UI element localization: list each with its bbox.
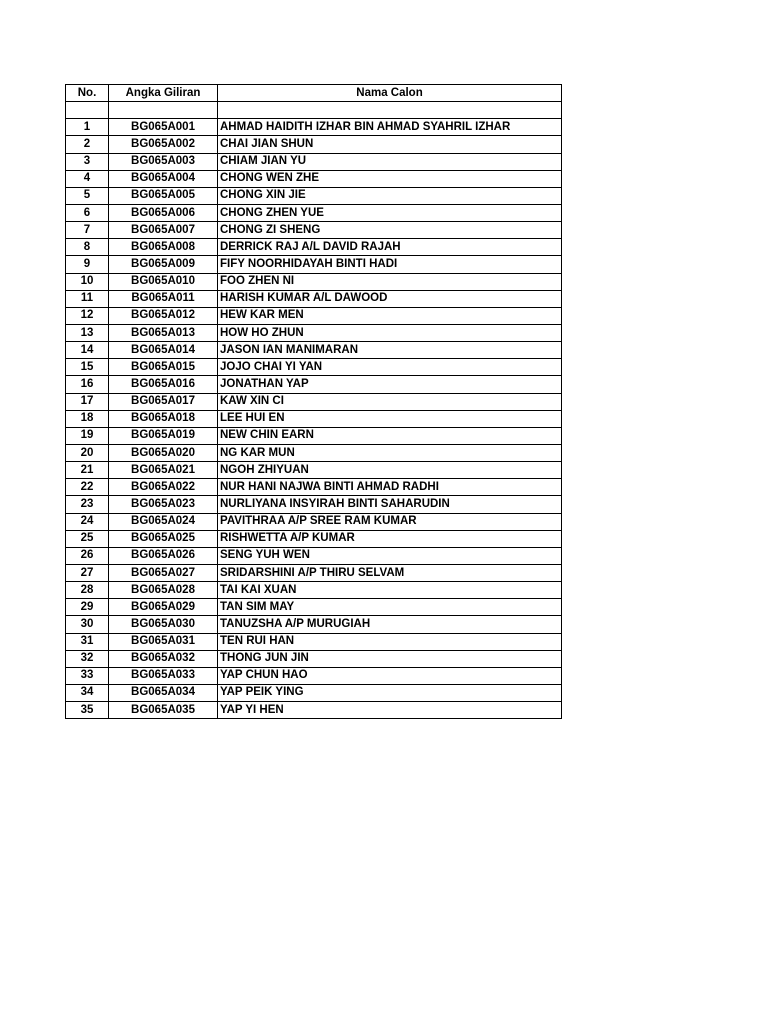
angka-giliran-cell: BG065A007: [109, 222, 218, 239]
nama-calon-cell: YAP CHUN HAO: [218, 667, 562, 684]
nama-calon-cell: TAI KAI XUAN: [218, 582, 562, 599]
nama-calon-cell: DERRICK RAJ A/L DAVID RAJAH: [218, 239, 562, 256]
row-number: 15: [66, 359, 109, 376]
nama-calon-cell: CHONG WEN ZHE: [218, 170, 562, 187]
row-number: 12: [66, 307, 109, 324]
row-number: 22: [66, 479, 109, 496]
angka-giliran-cell: BG065A029: [109, 599, 218, 616]
table-row: [66, 530, 562, 547]
nama-calon-cell: SRIDARSHINI A/P THIRU SELVAM: [218, 564, 562, 581]
angka-giliran-cell: BG065A030: [109, 616, 218, 633]
empty-cell: [66, 102, 109, 119]
nama-calon-cell: NGOH ZHIYUAN: [218, 462, 562, 479]
angka-giliran-cell: BG065A004: [109, 170, 218, 187]
angka-giliran-cell: BG065A020: [109, 444, 218, 461]
table-row: [66, 599, 562, 616]
table-row: [66, 410, 562, 427]
table-row: [66, 633, 562, 650]
table-row: [66, 359, 562, 376]
row-number: 27: [66, 564, 109, 581]
angka-giliran-cell: BG065A033: [109, 667, 218, 684]
row-number: 10: [66, 273, 109, 290]
row-number: 20: [66, 444, 109, 461]
nama-calon-cell: TAN SIM MAY: [218, 599, 562, 616]
row-number: 6: [66, 204, 109, 221]
table-row: [66, 153, 562, 170]
row-number: 24: [66, 513, 109, 530]
table-row: [66, 119, 562, 136]
empty-cell: [218, 102, 562, 119]
angka-giliran-cell: BG065A027: [109, 564, 218, 581]
row-number: 11: [66, 290, 109, 307]
row-number: 14: [66, 342, 109, 359]
table-row: [66, 564, 562, 581]
table-row: [66, 136, 562, 153]
table-row: [66, 582, 562, 599]
nama-calon-cell: CHONG ZHEN YUE: [218, 204, 562, 221]
angka-giliran-cell: BG065A006: [109, 204, 218, 221]
empty-row: [66, 102, 562, 119]
table-row: [66, 684, 562, 701]
nama-calon-cell: FOO ZHEN NI: [218, 273, 562, 290]
nama-calon-cell: LEE HUI EN: [218, 410, 562, 427]
table-row: [66, 290, 562, 307]
angka-giliran-cell: BG065A024: [109, 513, 218, 530]
nama-calon-cell: CHONG ZI SHENG: [218, 222, 562, 239]
table-row: [66, 307, 562, 324]
angka-giliran-cell: BG065A034: [109, 684, 218, 701]
angka-giliran-cell: BG065A003: [109, 153, 218, 170]
table-row: [66, 222, 562, 239]
nama-calon-cell: CHONG XIN JIE: [218, 187, 562, 204]
nama-calon-cell: TANUZSHA A/P MURUGIAH: [218, 616, 562, 633]
table-row: [66, 513, 562, 530]
angka-giliran-cell: BG065A017: [109, 393, 218, 410]
nama-calon-cell: YAP YI HEN: [218, 702, 562, 719]
nama-calon-cell: NUR HANI NAJWA BINTI AHMAD RADHI: [218, 479, 562, 496]
nama-calon-cell: CHIAM JIAN YU: [218, 153, 562, 170]
angka-giliran-cell: BG065A032: [109, 650, 218, 667]
angka-giliran-cell: BG065A023: [109, 496, 218, 513]
table-row: [66, 256, 562, 273]
empty-cell: [109, 102, 218, 119]
table-row: [66, 170, 562, 187]
nama-calon-cell: JONATHAN YAP: [218, 376, 562, 393]
table-row: [66, 462, 562, 479]
nama-calon-cell: NURLIYANA INSYIRAH BINTI SAHARUDIN: [218, 496, 562, 513]
table-row: [66, 273, 562, 290]
angka-giliran-cell: BG065A016: [109, 376, 218, 393]
nama-calon-cell: HARISH KUMAR A/L DAWOOD: [218, 290, 562, 307]
nama-calon-cell: HOW HO ZHUN: [218, 324, 562, 341]
nama-calon-cell: HEW KAR MEN: [218, 307, 562, 324]
angka-giliran-cell: BG065A025: [109, 530, 218, 547]
angka-giliran-cell: BG065A015: [109, 359, 218, 376]
nama-calon-cell: CHAI JIAN SHUN: [218, 136, 562, 153]
table-row: [66, 616, 562, 633]
row-number: 5: [66, 187, 109, 204]
nama-calon-cell: NEW CHIN EARN: [218, 427, 562, 444]
table-row: [66, 496, 562, 513]
angka-giliran-cell: BG065A014: [109, 342, 218, 359]
header-row: [66, 85, 562, 102]
angka-giliran-cell: BG065A012: [109, 307, 218, 324]
row-number: 4: [66, 170, 109, 187]
nama-calon-cell: JOJO CHAI YI YAN: [218, 359, 562, 376]
header-angka-giliran: Angka Giliran: [109, 85, 218, 102]
nama-calon-cell: FIFY NOORHIDAYAH BINTI HADI: [218, 256, 562, 273]
table-row: [66, 667, 562, 684]
angka-giliran-cell: BG065A026: [109, 547, 218, 564]
row-number: 35: [66, 702, 109, 719]
angka-giliran-cell: BG065A013: [109, 324, 218, 341]
row-number: 28: [66, 582, 109, 599]
row-number: 19: [66, 427, 109, 444]
angka-giliran-cell: BG065A002: [109, 136, 218, 153]
table-row: [66, 239, 562, 256]
row-number: 32: [66, 650, 109, 667]
row-number: 13: [66, 324, 109, 341]
row-number: 9: [66, 256, 109, 273]
table-row: [66, 324, 562, 341]
angka-giliran-cell: BG065A022: [109, 479, 218, 496]
row-number: 1: [66, 119, 109, 136]
table-row: [66, 342, 562, 359]
table-row: [66, 187, 562, 204]
table-row: [66, 702, 562, 719]
row-number: 29: [66, 599, 109, 616]
table-row: [66, 547, 562, 564]
nama-calon-cell: KAW XIN CI: [218, 393, 562, 410]
table-row: [66, 393, 562, 410]
table-row: [66, 427, 562, 444]
row-number: 25: [66, 530, 109, 547]
row-number: 3: [66, 153, 109, 170]
angka-giliran-cell: BG065A028: [109, 582, 218, 599]
table-row: [66, 650, 562, 667]
nama-calon-cell: RISHWETTA A/P KUMAR: [218, 530, 562, 547]
candidate-table: [65, 84, 562, 719]
row-number: 23: [66, 496, 109, 513]
table-row: [66, 444, 562, 461]
nama-calon-cell: JASON IAN MANIMARAN: [218, 342, 562, 359]
nama-calon-cell: NG KAR MUN: [218, 444, 562, 461]
row-number: 16: [66, 376, 109, 393]
angka-giliran-cell: BG065A019: [109, 427, 218, 444]
row-number: 34: [66, 684, 109, 701]
angka-giliran-cell: BG065A001: [109, 119, 218, 136]
row-number: 18: [66, 410, 109, 427]
angka-giliran-cell: BG065A011: [109, 290, 218, 307]
angka-giliran-cell: BG065A018: [109, 410, 218, 427]
nama-calon-cell: AHMAD HAIDITH IZHAR BIN AHMAD SYAHRIL IZHAR: [218, 119, 562, 136]
row-number: 8: [66, 239, 109, 256]
angka-giliran-cell: BG065A031: [109, 633, 218, 650]
nama-calon-cell: YAP PEIK YING: [218, 684, 562, 701]
row-number: 30: [66, 616, 109, 633]
angka-giliran-cell: BG065A005: [109, 187, 218, 204]
angka-giliran-cell: BG065A008: [109, 239, 218, 256]
row-number: 33: [66, 667, 109, 684]
table-row: [66, 204, 562, 221]
row-number: 26: [66, 547, 109, 564]
row-number: 17: [66, 393, 109, 410]
table-header: [66, 85, 562, 102]
angka-giliran-cell: BG065A010: [109, 273, 218, 290]
nama-calon-cell: TEN RUI HAN: [218, 633, 562, 650]
row-number: 2: [66, 136, 109, 153]
row-number: 7: [66, 222, 109, 239]
table-body: [66, 102, 562, 719]
angka-giliran-cell: BG065A021: [109, 462, 218, 479]
header-nama-calon: Nama Calon: [218, 85, 562, 102]
nama-calon-cell: SENG YUH WEN: [218, 547, 562, 564]
nama-calon-cell: THONG JUN JIN: [218, 650, 562, 667]
nama-calon-cell: PAVITHRAA A/P SREE RAM KUMAR: [218, 513, 562, 530]
header-no: No.: [66, 85, 109, 102]
table-row: [66, 479, 562, 496]
angka-giliran-cell: BG065A009: [109, 256, 218, 273]
table-row: [66, 376, 562, 393]
row-number: 31: [66, 633, 109, 650]
angka-giliran-cell: BG065A035: [109, 702, 218, 719]
row-number: 21: [66, 462, 109, 479]
